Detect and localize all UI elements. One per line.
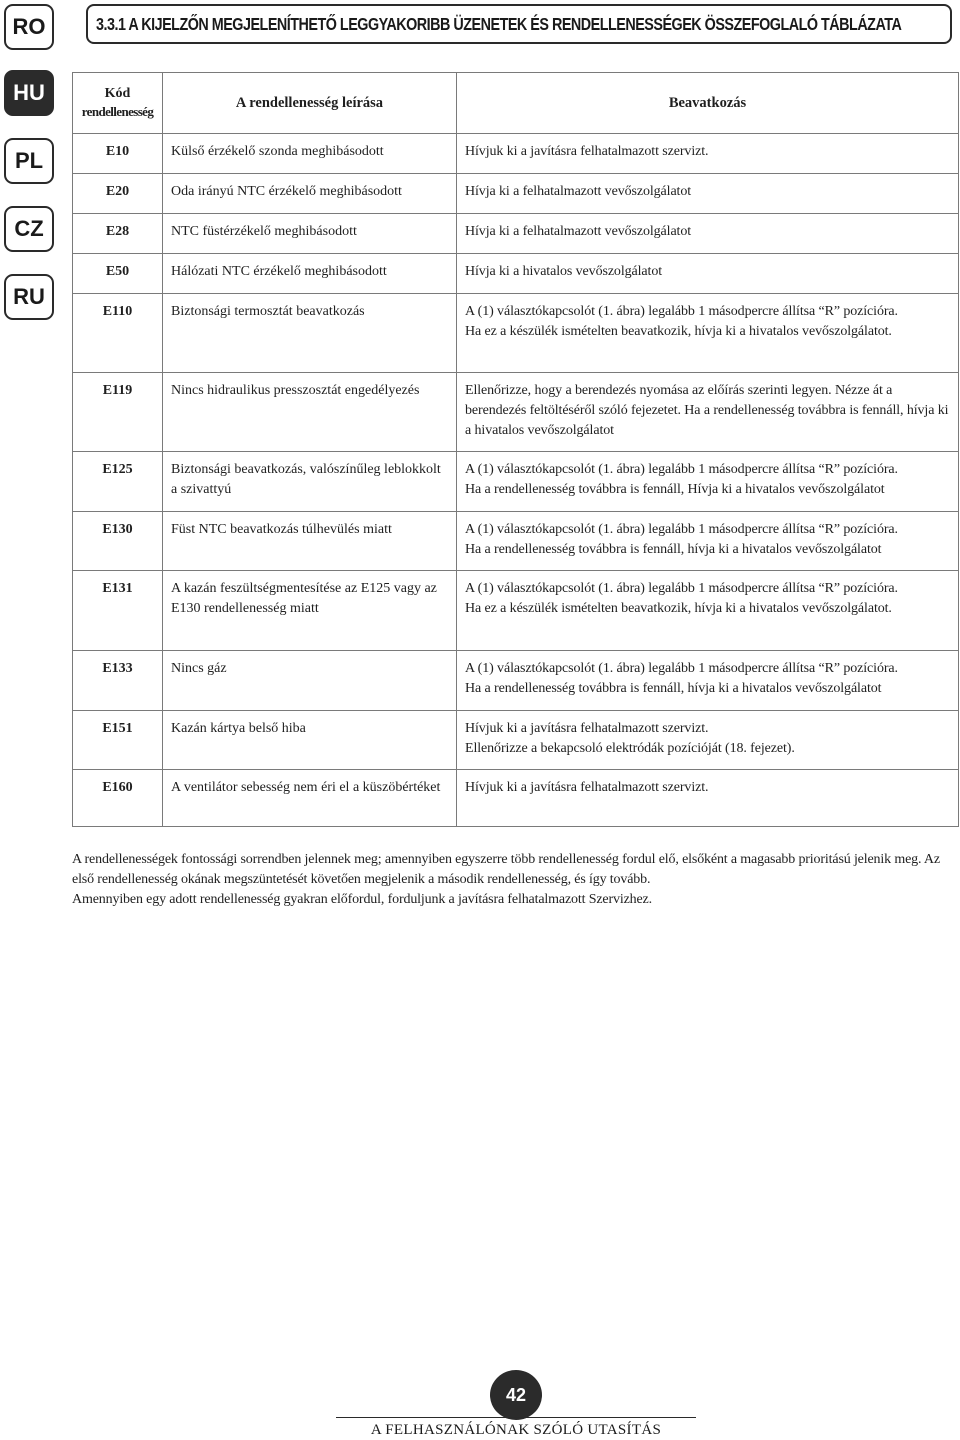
table-row <box>73 770 959 827</box>
lang-tab-ro[interactable]: RO <box>4 4 54 50</box>
table-row <box>73 711 959 770</box>
row-action: Hívjuk ki a javításra felhatalmazott szervizt. <box>457 770 959 827</box>
header-action: Beavatkozás <box>457 73 959 134</box>
row-action: Hívjuk ki a javításra felhatalmazott szervizt. <box>457 134 959 174</box>
page-number: 42 <box>505 1384 527 1405</box>
table-header-row <box>73 73 959 134</box>
table-row <box>73 254 959 294</box>
row-code: E110 <box>73 294 163 373</box>
row-description: Biztonsági termosztát beavatkozás <box>163 294 457 373</box>
table-row <box>73 214 959 254</box>
row-action: Hívja ki a felhatalmazott vevőszolgálatot <box>457 214 959 254</box>
table-row <box>73 294 959 373</box>
footnote <box>72 850 960 910</box>
footer-caption: A FELHASZNÁLÓNAK SZÓLÓ UTASÍTÁS <box>370 1422 662 1438</box>
row-action: A (1) választókapcsolót (1. ábra) legalább 1 másodpercre állítsa “R” pozícióra. Ha ez a készülék ismételten beavatkozik, hívja ki a hivatalos vevőszolgálatot. <box>457 571 959 651</box>
row-description: Nincs gáz <box>163 651 457 711</box>
table-row <box>73 134 959 174</box>
row-action: A (1) választókapcsolót (1. ábra) legalább 1 másodpercre állítsa “R” pozícióra. Ha ez a készülék ismételten beavatkozik, hívja ki a hivatalos vevőszolgálatot. <box>457 294 959 373</box>
lang-tab-cz[interactable]: CZ <box>4 206 54 252</box>
table-row <box>73 452 959 512</box>
row-description: Kazán kártya belső hiba <box>163 711 457 770</box>
row-description: NTC füstérzékelő meghibásodott <box>163 214 457 254</box>
error-code-table <box>72 72 959 827</box>
header-code-line1: Kód <box>104 85 131 101</box>
table-row <box>73 651 959 711</box>
row-description: Oda irányú NTC érzékelő meghibásodott <box>163 174 457 214</box>
row-description: Hálózati NTC érzékelő meghibásodott <box>163 254 457 294</box>
footnote-paragraph-2: Amennyiben egy adott rendellenesség gyakran előfordul, forduljunk a javításra felhatalmazott Szervizhez. <box>72 892 652 907</box>
header-code <box>73 73 163 134</box>
row-code: E125 <box>73 452 163 512</box>
lang-tab-ru[interactable]: RU <box>4 274 54 320</box>
row-code: E133 <box>73 651 163 711</box>
row-code: E10 <box>73 134 163 174</box>
row-code: E119 <box>73 373 163 452</box>
row-description: A kazán feszültségmentesítése az E125 vagy az E130 rendellenesség miatt <box>163 571 457 651</box>
table-row <box>73 571 959 651</box>
lang-tab-hu[interactable]: HU <box>4 70 54 116</box>
table-row <box>73 174 959 214</box>
row-code: E131 <box>73 571 163 651</box>
section-title: 3.3.1 A KIJELZŐN MEGJELENÍTHETŐ LEGGYAKORIBB ÜZENETEK ÉS RENDELLENESSÉGEK ÖSSZEFOGLALÓ TÁBLÁZATA <box>96 13 902 34</box>
row-action: Hívjuk ki a javításra felhatalmazott szervizt. Ellenőrizze a bekapcsoló elektródák pozícióját (18. fejezet). <box>457 711 959 770</box>
header-description: A rendellenesség leírása <box>163 73 457 134</box>
row-action: A (1) választókapcsolót (1. ábra) legalább 1 másodpercre állítsa “R” pozícióra. Ha a rendellenesség továbbra is fennáll, Hívja ki a hivatalos vevőszolgálatot <box>457 452 959 512</box>
row-description: Külső érzékelő szonda meghibásodott <box>163 134 457 174</box>
row-code: E28 <box>73 214 163 254</box>
row-code: E160 <box>73 770 163 827</box>
row-description: A ventilátor sebesség nem éri el a küszöbértéket <box>163 770 457 827</box>
row-action: A (1) választókapcsolót (1. ábra) legalább 1 másodpercre állítsa “R” pozícióra. Ha a rendellenesség továbbra is fennáll, hívja ki a hivatalos vevőszolgálatot <box>457 512 959 571</box>
row-code: E20 <box>73 174 163 214</box>
row-code: E151 <box>73 711 163 770</box>
row-action: Ellenőrizze, hogy a berendezés nyomása az előírás szerinti legyen. Nézze át a berendezés feltöltéséről szóló fejezetet. Ha a rendellenesség továbbra is fennáll, hívja ki a hivatalos vevőszolgálatot <box>457 373 959 452</box>
row-action: Hívja ki a felhatalmazott vevőszolgálatot <box>457 174 959 214</box>
row-action: A (1) választókapcsolót (1. ábra) legalább 1 másodpercre állítsa “R” pozícióra. Ha a rendellenesség továbbra is fennáll, hívja ki a hivatalos vevőszolgálatot <box>457 651 959 711</box>
lang-tab-pl[interactable]: PL <box>4 138 54 184</box>
row-description: Nincs hidraulikus presszosztát engedélyezés <box>163 373 457 452</box>
row-code: E50 <box>73 254 163 294</box>
table-row <box>73 512 959 571</box>
row-description: Füst NTC beavatkozás túlhevülés miatt <box>163 512 457 571</box>
row-code: E130 <box>73 512 163 571</box>
row-action: Hívja ki a hivatalos vevőszolgálatot <box>457 254 959 294</box>
header-code-line2: rendellenesség <box>81 103 154 119</box>
footnote-paragraph-1: A rendellenességek fontossági sorrendben jelennek meg; amennyiben egyszerre több rendellenesség fordul elő, elsőként a magasabb prioritású jelenik meg. Az első rendellenesség okának megszüntetését követően megjelenik a második rendellenesség, és így tovább. <box>72 852 940 887</box>
row-description: Biztonsági beavatkozás, valószínűleg leblokkolt a szivattyú <box>163 452 457 512</box>
page-number-badge <box>490 1370 542 1420</box>
section-title-box <box>86 4 952 44</box>
table-row <box>73 373 959 452</box>
footer-divider <box>336 1417 696 1418</box>
